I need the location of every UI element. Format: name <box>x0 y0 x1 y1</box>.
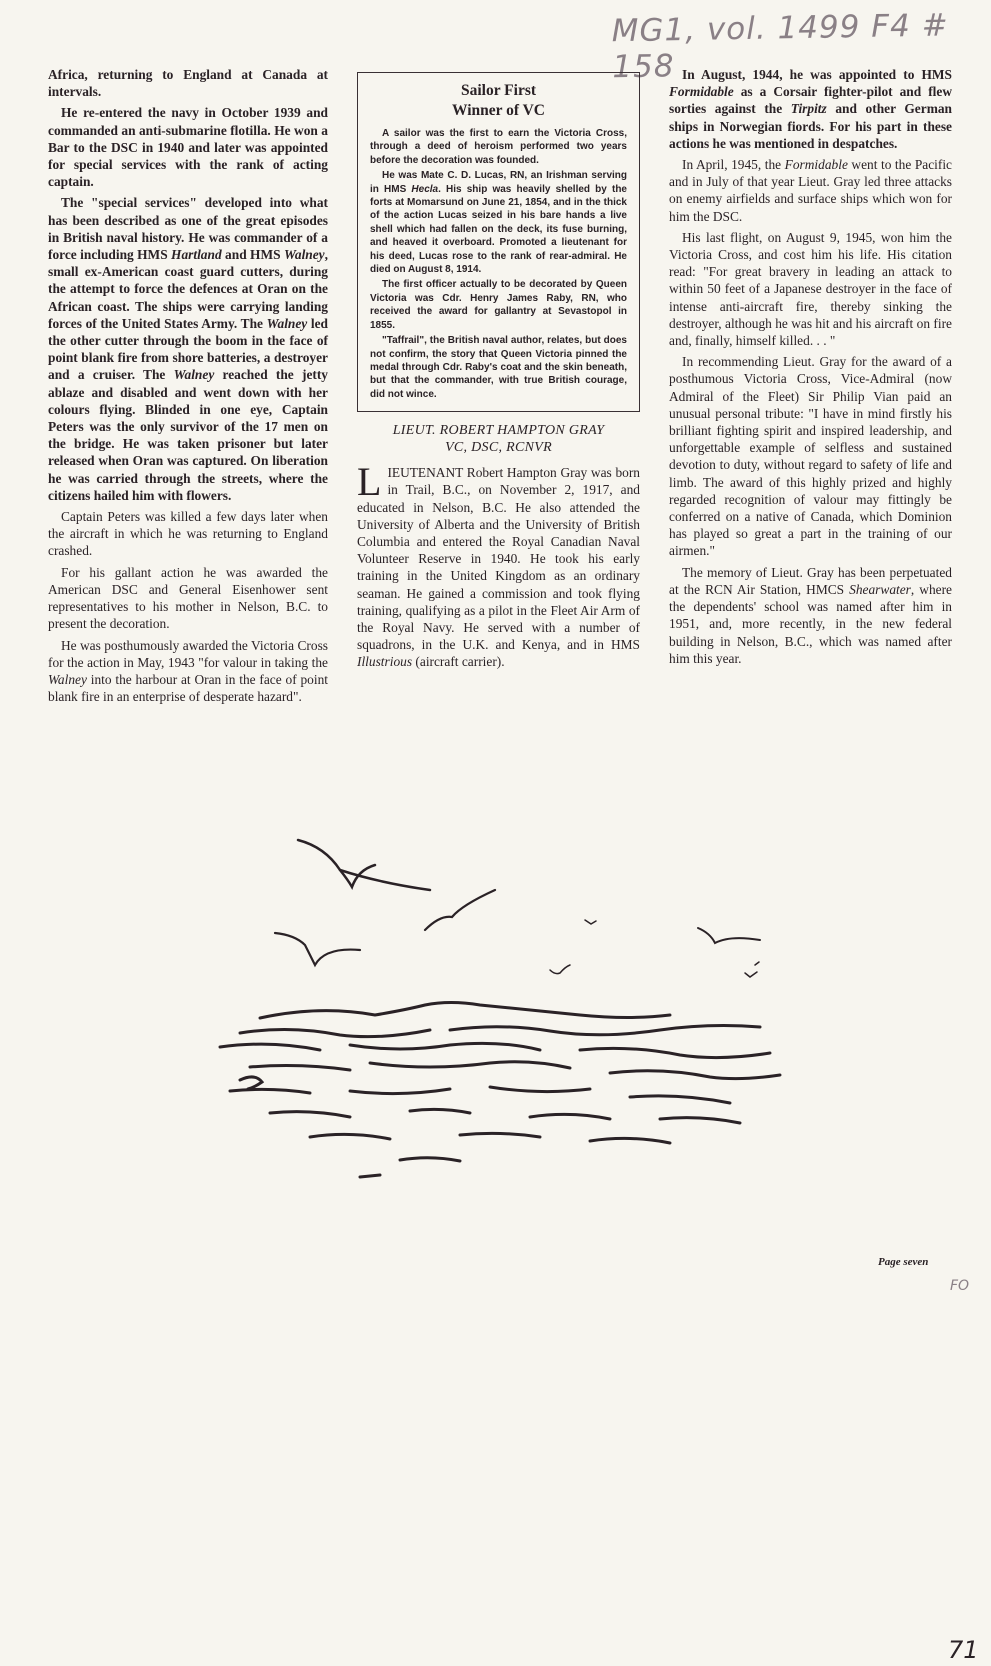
sidebar-paragraph: He was Mate C. D. Lucas, RN, an Irishman serving in HMS Hecla. His ship was heavily shelled by the forts at Momarsund on June 21, 1854, and in the thick of the action Lucas seized in his bare hands a live shell which had fallen on the deck, its fuse burning, and heaved it overboard. Promoted a lieutenant for his deed, Lucas rose to the rank of rear-admiral. He died on August 8, 1914. <box>370 170 627 276</box>
left-column <box>48 66 328 709</box>
paragraph: His last flight, on August 9, 1945, won him the Victoria Cross, and cost him his life. His citation read: "For great bravery in leading an attack to within 50 feet of a Japanese destroyer in the face of intense anti-aircraft fire, thereby sinking the destroyer, although he was hit and his aircraft on fire and, finally, himself killed. . . " <box>669 229 952 349</box>
paragraph: Africa, returning to England at Canada at intervals. <box>48 67 328 100</box>
handwritten-initials: FO <box>950 1278 970 1294</box>
sidebar-box <box>357 72 640 412</box>
paragraph: He was posthumously awarded the Victoria Cross for the action in May, 1943 "for valour in taking the Walney into the harbour at Oran in the face of point blank fire in an enterprise of desperate hazard". <box>48 637 328 705</box>
archive-reference-note: MG1, vol. 1499 F4 # 158 <box>611 7 949 86</box>
seagull-icon <box>698 928 760 943</box>
page-number: 71 <box>948 1636 979 1664</box>
right-column <box>669 66 952 671</box>
bio-heading: LIEUT. ROBERT HAMPTON GRAY VC, DSC, RCNVR <box>392 423 605 456</box>
middle-column <box>357 66 640 675</box>
seagull-icon <box>425 890 495 930</box>
sidebar-paragraph: A sailor was the first to earn the Victoria Cross, through a deed of heroism performed two years before the decoration was founded. <box>370 128 627 166</box>
paragraph: LIEUTENANT Robert Hampton Gray was born in Trail, B.C., on November 2, 1917, and educated in Nelson, B.C. He also attended the University of Alberta and the University of British Columbia and entered the Royal Canadian Naval Volunteer Reserve in 1940. He took his early training in the United Kingdom as an ordinary seaman. He gained a commission and took flying training, qualifying as a pilot in the Fleet Air Arm of the Royal Navy. He served with a number of squadrons, in the U.K. and Kenya, and in HMS Illustrious (aircraft carrier). <box>357 459 640 670</box>
paragraph: The memory of Lieut. Gray has been perpetuated at the RCN Air Station, HMCS Shearwater, where the dependents' school was named after him in 1951, and, more recently, in the new federal building in Nelson, B.C., which was named after him this year. <box>669 564 952 666</box>
drop-cap: L <box>357 459 382 505</box>
paragraph: In August, 1944, he was appointed to HMS Formidable as a Corsair fighter-pilot and flew sorties against the Tirpitz and other German ships in Norwegian fiords. For his part in these actions he was mentioned in despatches. <box>669 67 952 151</box>
sidebar-title: Sailor First Winner of VC <box>451 82 545 119</box>
paragraph: He re-entered the navy in October 1939 and commanded an anti-submarine flotilla. He won a Bar to the DSC in 1940 and later was appointed for special services with the rank of acting captain. <box>48 105 328 190</box>
paragraph: In recommending Lieut. Gray for the award of a posthumous Victoria Cross, Vice-Admiral (now Admiral of the Fleet) Sir Philip Vian paid an unusual personal tribute: "I have in mind firstly his brilliant fighting spirit and inspired leadership, and unforgettable example of selfless and sustained devotion to duty, without regard to safety of life and limb. The award of this highly prized and highly regarded recognition of valour may fittingly be conferred on a native of Canada, which Dominion has played so great a part in the training of our airmen." <box>669 354 952 559</box>
sidebar-paragraph: The first officer actually to be decorated by Queen Victoria was Cdr. Henry James Raby, RN, who received the award for gallantry at Sevastopol in 1855. <box>370 279 627 331</box>
paragraph: In April, 1945, the Formidable went to the Pacific and in July of that year Lieut. Gray led three attacks on enemy airfields and surface ships which won for him the DSC. <box>669 157 952 224</box>
seagull-icon <box>550 920 759 977</box>
page-label: Page seven <box>878 1256 929 1268</box>
sidebar-paragraph: "Taffrail", the British naval author, relates, but does not confirm, the story that Queen Victoria pinned the medal through Cdr. Raby's coat and the skin beneath, but that the commander, with true British courage, did not wince. <box>370 335 627 400</box>
seagull-icon <box>298 840 430 890</box>
sea-waves <box>220 1003 780 1178</box>
paragraph: The "special services" developed into what has been described as one of the great episodes in British naval history. He was commander of a force including HMS Hartland and HMS Walney, small ex-American coast guard cutters, during the attempt to force the defences at Oran on the African coast. The ships were carrying landing forces of the United States Army. The Walney led the other cutter through the boom in the face of point blank fire from shore batteries, a destroyer and a cruiser. The Walney reached the jetty ablaze and disabled and went down with her colours flying. Blinded in one eye, Captain Peters was the only survivor of the 17 men on the bridge. He was taken prisoner but later released when Oran was captured. On liberation he was carried through the streets, where the citizens hailed him with flowers. <box>48 195 328 503</box>
seagull-icon <box>275 933 360 965</box>
seagulls-waves-illustration <box>200 835 800 1195</box>
paragraph: For his gallant action he was awarded the American DSC and General Eisenhower sent representatives to his mother in Nelson, B.C. to present the decoration. <box>48 564 328 632</box>
paragraph: Captain Peters was killed a few days later when the aircraft in which he was returning to England crashed. <box>48 509 328 559</box>
